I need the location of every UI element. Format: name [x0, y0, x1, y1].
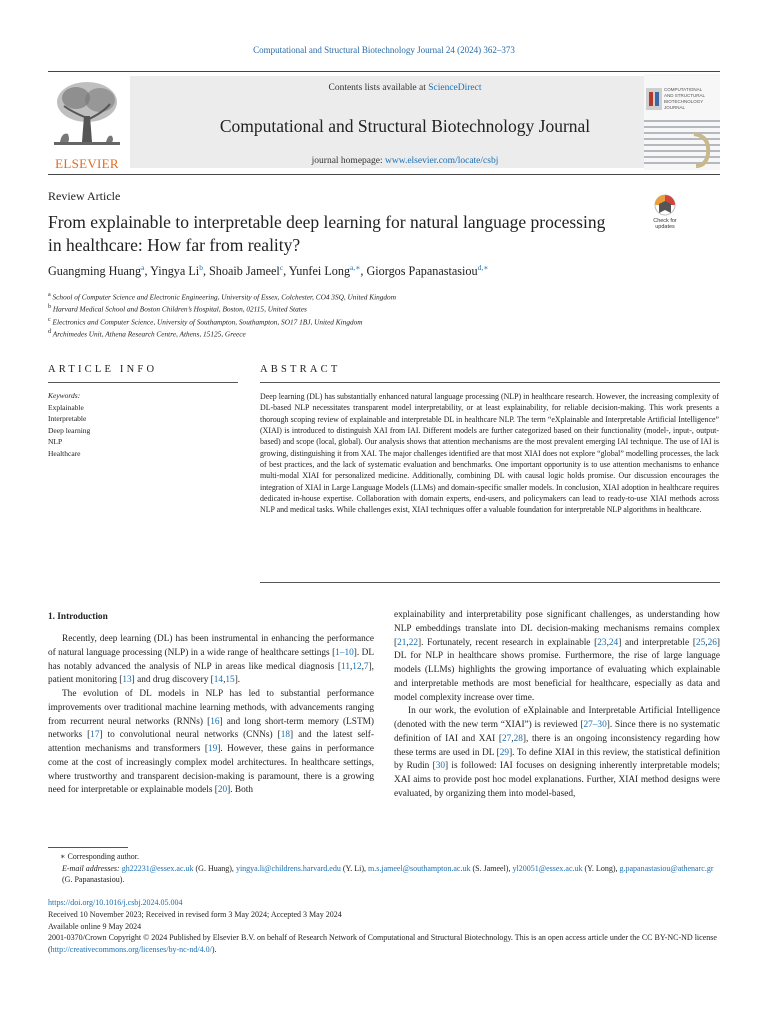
journal-homepage-line [130, 156, 680, 166]
body-text: ]. [234, 675, 241, 686]
elsevier-wordmark: ELSEVIER [55, 156, 119, 171]
crossmark-label-line2: updates [655, 224, 675, 230]
corresponding-author-note: ∗ Corresponding author. [60, 852, 139, 861]
body-text: ]. DL has notably advanced the analysis of NLP in areas like medical diagnosis [ [48, 647, 374, 672]
publication-info [48, 897, 720, 956]
author-name: Guangming Huang [48, 264, 142, 279]
elsevier-tree-icon [48, 76, 126, 154]
citation-link[interactable]: 14 [213, 675, 224, 686]
email-link[interactable]: gh22231@essex.ac.uk [121, 863, 194, 873]
author-affiliation-marker[interactable]: a [141, 263, 145, 272]
doi-link[interactable]: https://doi.org/10.1016/j.csbj.2024.05.004 [48, 898, 183, 907]
masthead-center-panel [130, 76, 680, 168]
body-text: , [511, 733, 514, 744]
crossmark-icon [647, 193, 683, 231]
body-text: ] to convolutional neural networks (CNNs) [ [99, 730, 281, 741]
author-separator: , [202, 264, 210, 279]
body-text: ], patient monitoring [ [48, 661, 374, 686]
body-paragraph [394, 705, 720, 801]
cover-title-line: COMPUTATIONAL [664, 87, 703, 92]
body-text: , [705, 637, 708, 648]
citation-link[interactable]: 19 [207, 744, 218, 754]
affiliation-marker: b [48, 304, 52, 311]
author [366, 264, 488, 278]
author [289, 264, 367, 278]
email-link[interactable]: yl20051@essex.ac.uk [512, 863, 583, 873]
citation-link[interactable]: 28 [513, 733, 523, 744]
affiliation [48, 290, 728, 302]
email-owner: (Y. Li), [340, 863, 369, 873]
journal-reference-link[interactable]: Computational and Structural Biotechnology Journal 24 (2024) 362–373 [253, 45, 515, 55]
body-text: , [223, 675, 226, 686]
article-type: Review Article [48, 189, 121, 203]
body-text: In our work, the evolution of eXplainable and Interpretable Artificial Intelligence (denoted with the new term “XIAI”) is reviewed [ [394, 706, 720, 730]
author-name: Yingya Li [150, 264, 200, 279]
email-owner: (S. Jameel), [470, 863, 513, 873]
footnotes [48, 851, 720, 886]
author-affiliation-marker[interactable]: b [199, 263, 203, 272]
sciencedirect-link[interactable]: ScienceDirect [428, 83, 482, 93]
author-separator: , [144, 264, 151, 279]
body-text: , [361, 661, 364, 672]
cover-title-line: AND STRUCTURAL [664, 93, 706, 98]
affiliation [48, 327, 728, 339]
citation-link[interactable]: 18 [280, 730, 290, 741]
contents-prefix: Contents lists available at [328, 83, 429, 93]
citation-link[interactable]: 20 [217, 785, 228, 796]
author-name: Shoaib Jameel [209, 264, 280, 279]
keywords-label: Keywords: [48, 391, 81, 400]
citation-link[interactable]: 1–10 [335, 647, 354, 658]
author-affiliation-marker[interactable]: d,∗ [477, 263, 489, 272]
abstract-rule [260, 382, 720, 383]
affiliation-marker: c [48, 316, 51, 323]
body-text: ] and the latest self-attention mechanisms and transformers [ [48, 730, 374, 754]
abstract-bottom-rule [260, 582, 720, 583]
author [209, 264, 289, 278]
author-affiliation-marker[interactable]: a,∗ [350, 263, 361, 272]
body-text: ] DL for NLP in healthcare shows promise. Furthermore, the rise of large language models (LLMs) highlights the growing importance of evaluating which explainable and interpretable methods are most beneficial for healthcare, especially as data and model complexity increase over time. [394, 637, 720, 703]
author-name: Yunfei Long [288, 264, 351, 279]
body-text: explainability and interpretability pose significant challenges, as understanding how NLP embeddings translate into DL decision-making mechanisms remains complex [ [394, 610, 720, 648]
body-text: Recently, deep learning (DL) has been instrumental in enhancing the performance of natural language processing (NLP) in a wide range of healthcare settings [ [48, 634, 374, 658]
crossmark-label-line1: Check for [653, 218, 677, 224]
citation-link[interactable]: 26 [707, 637, 717, 648]
email-label: E-mail addresses: [62, 863, 122, 873]
author-name: Giorgos Papanastasiou [366, 264, 478, 279]
abstract-text: Deep learning (DL) has substantially enhanced natural language processing (NLP) in healthcare research. However, the increasing complexity of DL-based NLP necessitates transparent model interpretability, or at least explainability, for reliable decision-making. This work presents a thorough scoping review of explainable and interpretable DL in healthcare NLP. The term “eXplainable and Interpretable Artificial Intelligence” (XIAI) is introduced to distinguish XAI from IAI. Different models are further categorized based on their functionality (model-, input-, output-based) and scope (local, global). Our analysis shows that attention mechanisms are the most prevalent emerging IAI technique. The use of IAI is growing, distinguishing it from XAI. The major challenges identified are that most XIAI does not explore “global” modelling processes, the lack of best practices, and the lack of systematic evaluation and benchmarks. One important opportunity is to use attention mechanisms to enhance multi-modal XIAI for personalized medicine. Additionally, combining DL with causal logic holds promise. Our discussion encourages the integration of XIAI in Large Language Models (LLMs) and domain-specific smaller models. In conclusion, XIAI adoption in healthcare requires dedicated in-house expertise. Collaboration with domain experts, end-users, and policymakers can lead to ready-to-use XIAI methods across NLP and medical tasks. While challenges exist, XIAI techniques offer a valuable foundation for interpretable NLP algorithms in healthcare. [260, 392, 719, 515]
body-text: , [406, 637, 409, 648]
keyword: Explainable [48, 403, 84, 412]
author-separator: , [360, 264, 367, 279]
body-paragraph [394, 609, 720, 705]
body-text: ] and drug discovery [ [131, 675, 214, 686]
citation-link[interactable]: 22 [408, 637, 419, 648]
journal-masthead [48, 71, 720, 175]
contents-available-line [130, 83, 680, 93]
available-online-date: Available online 9 May 2024 [48, 921, 142, 931]
body-text: ]. Both [227, 785, 253, 796]
citation-link[interactable]: 25 [695, 637, 706, 648]
keyword: Interpretable [48, 414, 87, 424]
keyword: Deep learning [48, 425, 91, 435]
affiliation-text: Archimedes Unit, Athena Research Centre, Athens, 15125, Greece [51, 329, 246, 339]
received-dates: Received 10 November 2023; Received in revised form 3 May 2024; Accepted 3 May 2024 [48, 909, 342, 919]
citation-link[interactable]: 23 [597, 637, 607, 648]
citation-link[interactable]: 17 [90, 730, 100, 741]
journal-reference-line[interactable] [0, 45, 768, 55]
citation-link[interactable]: 13 [122, 675, 132, 686]
author [150, 264, 209, 278]
citation-link[interactable]: 21 [397, 637, 407, 648]
affiliation-text: School of Computer Science and Electronic Engineering, University of Essex, Colchester, CO4 3SQ, United Kingdom [50, 292, 396, 302]
footnote-rule [48, 847, 128, 848]
body-text: ] is followed: IAI focuses on designing inherently interpretable models; XAI aims to provide post hoc model explanations. Further, XIAI method designs were evaluated, by organizing them into model-based, [394, 761, 721, 799]
author-separator: , [283, 264, 289, 279]
journal-cover-image [644, 74, 720, 170]
copyright-end: ). [211, 945, 217, 955]
introduction-heading: 1. Introduction [48, 612, 108, 622]
citation-link[interactable]: 16 [210, 716, 220, 727]
email-owner: (G. Huang), [193, 863, 236, 873]
journal-homepage-link[interactable]: www.elsevier.com/locate/csbj [384, 156, 499, 166]
body-text: , [606, 637, 609, 648]
keyword-list [48, 402, 90, 459]
citation-link[interactable]: 15 [225, 675, 235, 686]
citation-link[interactable]: 30 [435, 761, 446, 772]
body-text: ]. Since there is no systematic definition of IAI and XAI [ [394, 720, 720, 744]
body-text: ] and interpretable [ [618, 637, 696, 648]
citation-link[interactable]: 27–30 [583, 720, 607, 730]
keyword: NLP [48, 437, 63, 447]
body-column-left [48, 633, 374, 798]
copyright-notice [48, 932, 720, 956]
body-text: ], there is an ongoing inconsistency regarding how these terms are used in DL [ [394, 733, 720, 758]
journal-title: Computational and Structural Biotechnology Journal [219, 116, 591, 136]
email-link[interactable]: m.s.jameel@southampton.ac.uk [368, 863, 471, 873]
citation-link[interactable]: 24 [608, 637, 619, 648]
body-text: , [349, 661, 353, 672]
body-text: ] and long short-term memory (LSTM) networks [ [48, 716, 374, 741]
email-owner: (Y. Long), [582, 863, 620, 873]
affiliation-text: Electronics and Computer Science, University of Southampton, Southampton, SO17 1BJ, United Kingdom [50, 317, 363, 327]
affiliation-marker: d [48, 329, 52, 336]
article-title: From explainable to interpretable deep learning for natural language processing in healthcare: How far from reality? [48, 212, 606, 255]
body-text: ]. However, these gains in performance come at the cost of increasingly complex model architectures. In healthcare settings, where trustworthy and transparent decision-making is paramount, there is a growing need for interpretable or explainable models [ [48, 744, 374, 796]
author [48, 264, 150, 278]
citation-link[interactable]: 29 [499, 747, 510, 758]
author-list [48, 263, 728, 279]
article-info-rule [48, 382, 238, 383]
citation-link[interactable]: 12 [352, 661, 362, 672]
body-paragraph [48, 688, 374, 798]
journal-cover-thumbnail [644, 74, 720, 170]
homepage-prefix: journal homepage: [311, 156, 385, 166]
license-link[interactable]: http://creativecommons.org/licenses/by-nc-nd/4.0/ [50, 945, 212, 955]
affiliation-list [48, 290, 728, 340]
cover-title-line: BIOTECHNOLOGY [664, 99, 704, 104]
email-link[interactable]: g.papanastasiou@athenarc.gr [619, 863, 714, 873]
email-link[interactable]: yingya.li@childrens.harvard.edu [235, 863, 341, 873]
affiliation [48, 302, 728, 314]
abstract-heading: ABSTRACT [260, 364, 341, 375]
affiliation [48, 315, 728, 327]
cover-title-line: JOURNAL [664, 105, 686, 110]
body-text: ]. To define XIAI in this review, the statistical definition by Rudin [ [394, 747, 720, 772]
article-info-heading: ARTICLE INFO [48, 364, 158, 375]
body-column-right [394, 609, 720, 802]
affiliation-text: Harvard Medical School and Boston Children’s Hospital, Boston, 02115, United States [51, 304, 307, 314]
body-text: ]. Fortunately, recent research in explainable [ [418, 637, 598, 648]
keyword: Healthcare [48, 448, 81, 458]
email-addresses [48, 863, 720, 886]
citation-link[interactable]: 11 [341, 661, 350, 672]
body-paragraph [48, 633, 374, 688]
author-affiliation-marker[interactable]: c [279, 263, 284, 272]
citation-link[interactable]: 7 [363, 661, 369, 672]
affiliation-marker: a [48, 292, 51, 298]
copyright-text: 2001-0370/Crown Copyright © 2024 Published by Elsevier B.V. on behalf of Research Network of Computational and Structural Biotechnology. This is an open access article under the CC BY-NC-ND license ( [48, 933, 717, 955]
email-owner: (G. Papanastasiou). [62, 875, 125, 885]
check-for-updates-badge[interactable] [647, 193, 683, 231]
citation-link[interactable]: 27 [501, 733, 512, 744]
elsevier-logo [48, 76, 126, 170]
body-text: The evolution of DL models in NLP has led to substantial performance improvements over traditional machine learning methods, with advancements ranging from recurrent neural networks (RNNs) [ [48, 689, 374, 727]
